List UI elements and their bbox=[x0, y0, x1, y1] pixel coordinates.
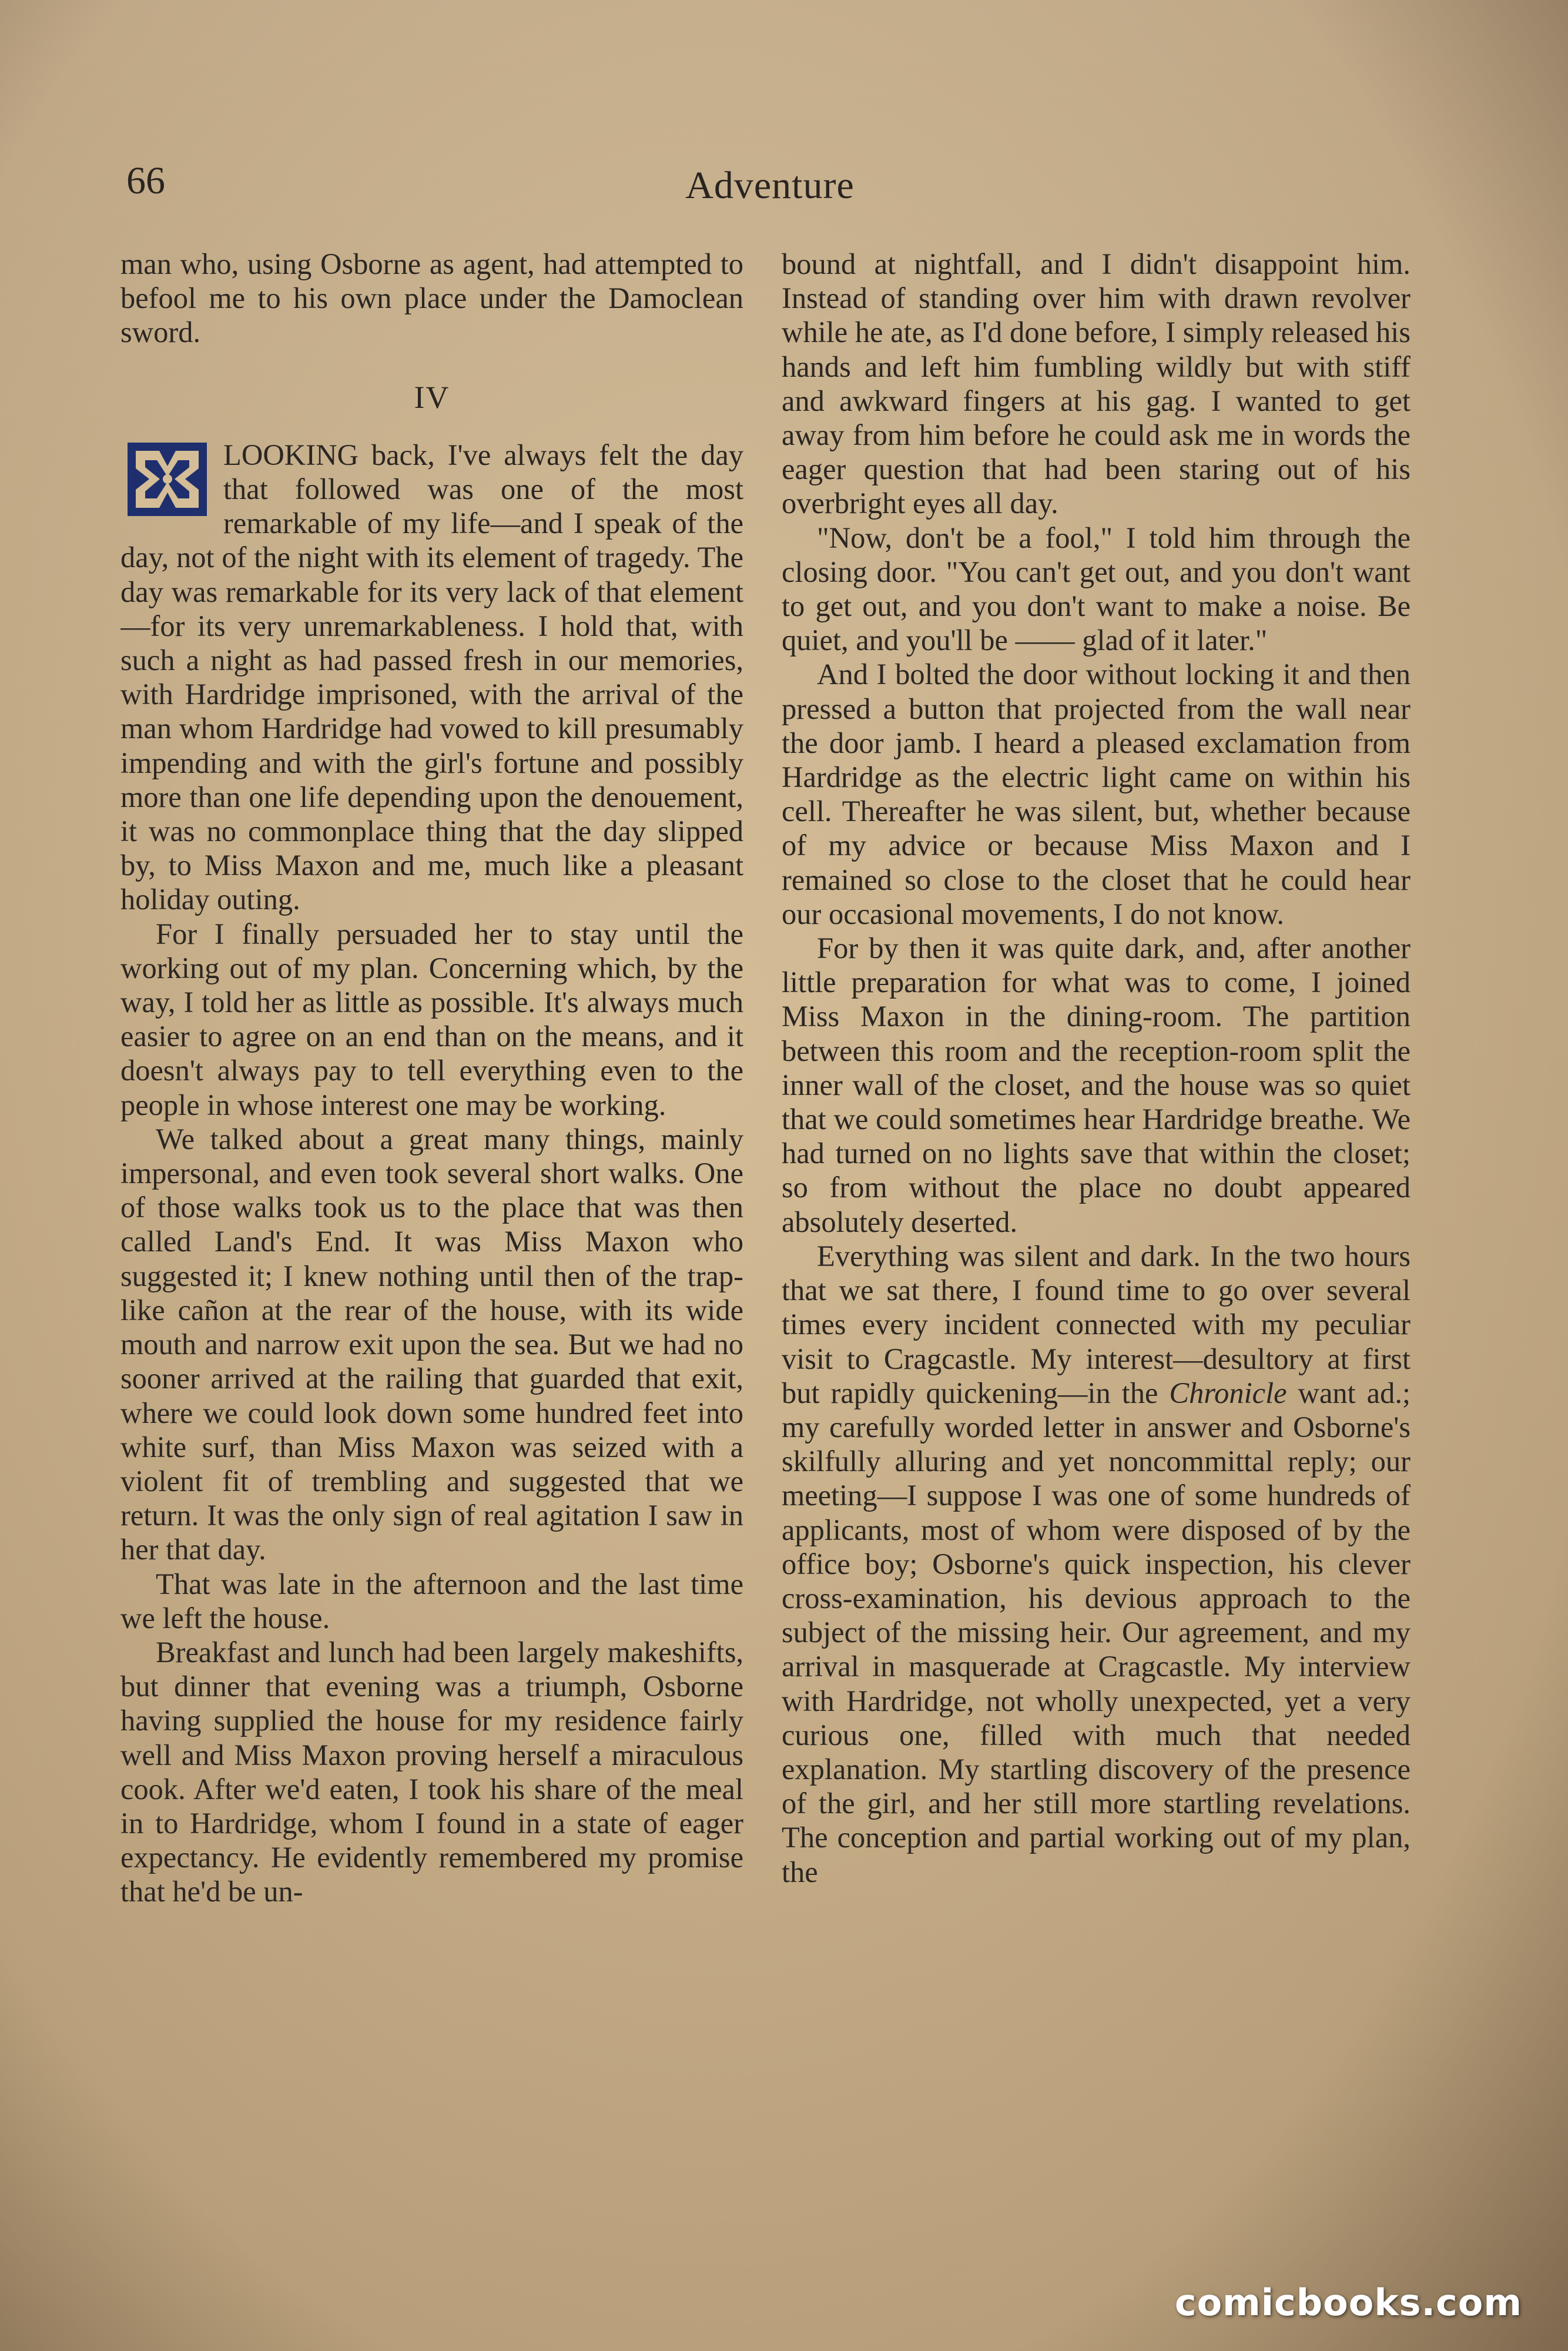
page-number: 66 bbox=[126, 159, 165, 202]
paragraph: And I bolted the door without locking it and then pressed a button that projected from the wall near the door jamb. I heard a pleased exclamation from Hardridge as the electric light came on within his cell. Thereafter he was silent, but, whether because of my advice or because Miss Maxon and I remained so close to the closet that he could hear our occasional movements, I do not know. bbox=[782, 658, 1410, 930]
paragraph-continued: man who, using Osborne as agent, had attempted to befool me to his own place under the Damoclean sword. bbox=[120, 247, 743, 349]
paragraph: Breakfast and lunch had been largely makeshifts, but dinner that evening was a triumph, Osborne having supplied the house for my residence fairly well and Miss Maxon proving herself a miraculous cook. After we'd eaten, I took his share of the meal in to Hardridge, whom I found in a state of eager expectancy. He evidently remembered my promise that he'd be un- bbox=[120, 1635, 743, 1908]
paragraph-lead: LOOKING back, I've always felt the day that followed was one of the most remarkable of my life—and I speak of the day, not of the night with its element of tragedy. The day was remarkable for its very lack of that element—for its very unremarkableness. I hold that, with such a night as had passed fresh in our memories, with Hardridge imprisoned, with the arrival of the man whom Hardridge had vowed to kill presumably impending and with the girl's fortune and possibly more than one life depending upon the denouement, it was no commonplace thing that the day slipped by, to Miss Maxon and me, much like a pleasant holiday outing. bbox=[120, 438, 743, 916]
running-head: Adventure bbox=[685, 164, 855, 207]
page-header bbox=[0, 159, 1568, 223]
paragraph: That was late in the afternoon and the last time we left the house. bbox=[120, 1567, 743, 1635]
left-column bbox=[120, 247, 743, 2175]
watermark: comicbooks.com bbox=[1174, 2281, 1522, 2324]
right-column bbox=[782, 247, 1410, 2175]
section-heading: IV bbox=[414, 379, 450, 415]
paragraph: For by then it was quite dark, and, after another little preparation for what was to come, I joined Miss Maxon in the dining-room. The partition between this room and the reception-room split the inner wall of the closet, and the house was so quiet that we could sometimes hear Hardridge breathe. We had turned on no lights save that within the closet; so from without the place no doubt appeared absolutely deserted. bbox=[782, 932, 1410, 1238]
paragraph: "Now, don't be a fool," I told him through the closing door. "You can't get out, and you don't want to get out, and you don't want to make a noise. Be quiet, and you'll be —— glad of it later." bbox=[782, 521, 1410, 657]
paragraph: For I finally persuaded her to stay until the working out of my plan. Concerning which, by the way, I told her as little as possible. It's always much easier to agree on an end than on the means, and it doesn't always pay to tell everything even to the people in whose interest one may be working. bbox=[120, 917, 743, 1121]
newspaper-title: Chronicle bbox=[1169, 1376, 1287, 1409]
paragraph-text: Everything was silent and dark. In the two hours that we sat there, I found time to go over several times every incident connected with my peculiar visit to Cragcastle. My interest—desultory at first but rapidly quickening—in the bbox=[782, 1239, 1410, 1409]
ornamental-dropcap-icon bbox=[128, 443, 207, 516]
paragraph-text: want ad.; my carefully worded letter in answer and Osborne's skilfully alluring and yet noncommittal reply; our meeting—I suppose I was one of some hundreds of applicants, most of whom were disposed of by the office boy; Osborne's quick inspection, his clever cross-examination, his devious approach to the subject of the missing heir. Our agreement, and my arrival in masquerade at Cragcastle. My interview with Hardridge, not wholly unexpected, yet a very curious one, filled with much that needed explanation. My startling discovery of the presence of the girl, and her still more startling revelations. The conception and partial working out of my plan, the bbox=[782, 1376, 1410, 1888]
paragraph-continued: bound at nightfall, and I didn't disappoint him. Instead of standing over him with drawn revolver while he ate, as I'd done before, I simply released his hands and left him fumbling wildly but with stiff and awkward fingers at his gag. I wanted to get away from him before he could ask me in words the eager question that had been staring out of his overbright eyes all day. bbox=[782, 247, 1410, 520]
paragraph: We talked about a great many things, mainly impersonal, and even took several short walks. One of those walks took us to the place that was then called Land's End. It was Miss Maxon who suggested it; I knew nothing until then of the trap-like cañon at the rear of the house, with its wide mouth and narrow exit upon the sea. But we had no sooner arrived at the railing that guarded that exit, where we could look down some hundred feet into white surf, than Miss Maxon was seized with a violent fit of trembling and suggested that we return. It was the only sign of real agitation I saw in her that day. bbox=[120, 1122, 743, 1566]
paragraph bbox=[782, 1239, 1410, 1889]
